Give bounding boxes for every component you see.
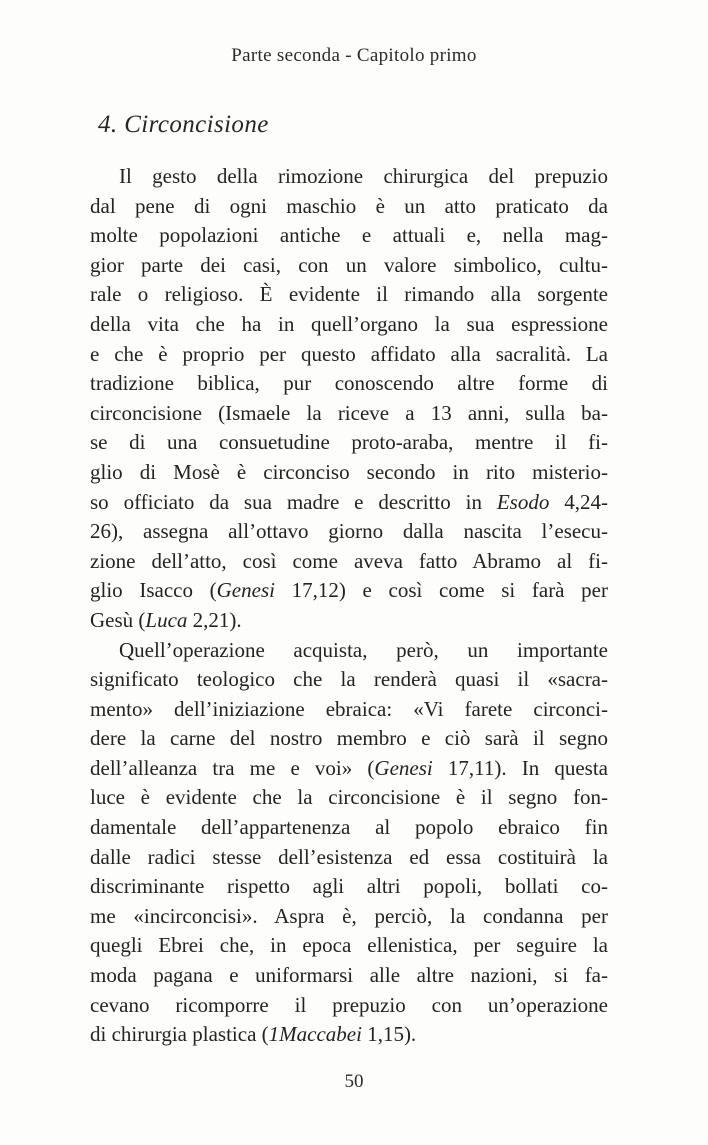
text-segment: significato teologico che la renderà quasi il «sacra- — [90, 667, 608, 692]
text-segment: 17,12) e così come si farà per — [274, 578, 608, 603]
section-heading: 4. Circoncisione — [98, 111, 269, 138]
text-segment: Il gesto della rimozione chirurgica del prepuzio — [119, 164, 608, 188]
text-segment: glio Isacco ( — [90, 578, 217, 603]
text-line — [90, 695, 608, 725]
text-segment: e che è proprio per questo affidato alla sacralità. La — [90, 341, 608, 366]
text-segment: Quell’operazione acquista, però, un importante — [119, 637, 608, 662]
text-line — [90, 991, 608, 1021]
text-line — [90, 813, 608, 843]
text-segment-italic: Genesi — [374, 755, 433, 780]
text-segment: discriminante rispetto agli altri popoli, bollati co- — [90, 874, 608, 899]
running-header: Parte seconda - Capitolo primo — [231, 45, 477, 66]
text-segment: me «incirconcisi». Aspra è, perciò, la condanna per — [90, 903, 608, 928]
text-line — [90, 636, 608, 666]
text-segment: tradizione biblica, pur conoscendo altre forme di — [90, 371, 608, 396]
text-line — [90, 251, 608, 281]
text-line — [90, 1020, 608, 1050]
text-segment: 1,15). — [361, 1022, 417, 1047]
page-number: 50 — [344, 1071, 364, 1092]
text-segment-italic: 1Maccabei — [268, 1022, 362, 1047]
body-text — [90, 162, 608, 1050]
text-line — [90, 872, 608, 902]
text-segment: 17,11). In questa — [432, 755, 608, 780]
text-segment: Gesù ( — [90, 607, 146, 632]
text-line — [90, 547, 608, 577]
text-segment: 2,21). — [187, 607, 242, 632]
text-line — [90, 576, 608, 606]
text-segment: damentale dell’appartenenza al popolo ebraico fin — [90, 815, 608, 840]
text-segment: so officiato da sua madre e descritto in — [90, 489, 497, 514]
text-line — [90, 488, 608, 518]
text-line — [90, 280, 608, 310]
text-segment: molte popolazioni antiche e attuali e, nella mag- — [90, 223, 608, 248]
text-segment: circoncisione (Ismaele la riceve a 13 anni, sulla ba- — [90, 400, 608, 425]
text-line — [90, 428, 608, 458]
text-segment: dell’alleanza tra me e voi» ( — [90, 755, 375, 780]
text-segment: rale o religioso. È evidente il rimando alla sorgente — [90, 282, 608, 307]
text-segment: quegli Ebrei che, in epoca ellenistica, per seguire la — [90, 933, 608, 958]
text-line — [90, 458, 608, 488]
text-segment: gior parte dei casi, con un valore simbolico, cultu- — [90, 252, 608, 277]
text-line — [90, 369, 608, 399]
text-segment: glio di Mosè è circonciso secondo in rito misterio- — [90, 459, 608, 484]
text-segment-italic: Esodo — [496, 489, 550, 514]
text-line — [90, 902, 608, 932]
text-segment: 4,24- — [549, 489, 608, 514]
text-line — [90, 517, 608, 547]
text-segment: della vita che ha in quell’organo la sua espressione — [90, 311, 608, 336]
text-line — [90, 783, 608, 813]
text-segment: luce è evidente che la circoncisione è il segno fon- — [90, 785, 608, 810]
text-segment-italic: Genesi — [216, 578, 275, 603]
text-line — [90, 192, 608, 222]
text-line — [90, 724, 608, 754]
text-line — [90, 221, 608, 251]
text-line — [90, 162, 608, 192]
text-line — [90, 931, 608, 961]
text-line — [90, 606, 608, 636]
text-segment: dere la carne del nostro membro e ciò sarà il segno — [90, 726, 608, 751]
text-line — [90, 754, 608, 784]
text-segment: mento» dell’iniziazione ebraica: «Vi farete circonci- — [90, 696, 608, 721]
text-segment: dal pene di ogni maschio è un atto praticato da — [90, 193, 608, 218]
text-line — [90, 961, 608, 991]
text-segment: zione dell’atto, così come aveva fatto Abramo al fi- — [90, 548, 608, 573]
text-line — [90, 843, 608, 873]
text-line — [90, 310, 608, 340]
text-segment-italic: Luca — [145, 607, 188, 632]
text-segment: cevano ricomporre il prepuzio con un’operazione — [90, 992, 608, 1017]
text-segment: di chirurgia plastica ( — [90, 1022, 269, 1047]
text-segment: moda pagana e uniformarsi alle altre nazioni, si fa- — [90, 963, 608, 988]
text-segment: se di una consuetudine proto-araba, mentre il fi- — [90, 430, 608, 455]
text-segment: 26), assegna all’ottavo giorno dalla nascita l’esecu- — [90, 519, 608, 544]
text-segment: dalle radici stesse dell’esistenza ed essa costituirà la — [90, 844, 608, 869]
text-line — [90, 340, 608, 370]
text-line — [90, 399, 608, 429]
text-line — [90, 665, 608, 695]
